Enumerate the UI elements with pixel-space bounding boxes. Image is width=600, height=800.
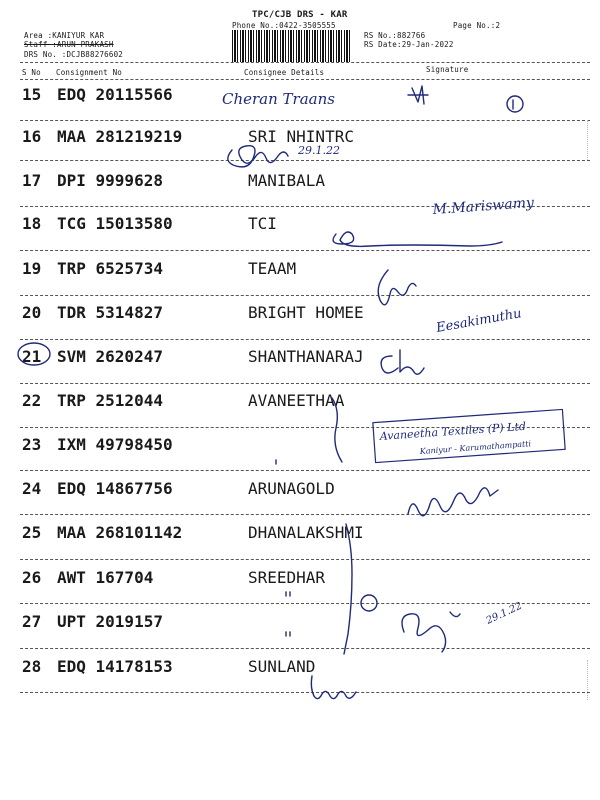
handwritten-name-20: Eesakimuthu xyxy=(435,306,523,336)
row-consignment: MAA 268101142 xyxy=(57,523,183,542)
scan-edge-mark xyxy=(587,660,598,700)
staff-label: Staff :ARUN PRAKASH xyxy=(24,40,114,49)
rs-number: RS No.:882766 xyxy=(364,31,426,40)
ditto-mark-26 xyxy=(286,592,290,596)
row-consignee: SREEDHAR xyxy=(248,568,326,587)
row-consignee: DHANALAKSHMI xyxy=(248,523,364,542)
stamp-text-address: Kaniyur - Karumathampatti xyxy=(419,439,532,456)
rs-date: RS Date:29-Jan-2022 xyxy=(364,40,454,49)
col-signature: Signature xyxy=(426,65,469,74)
row-consignment: IXM 49798450 xyxy=(57,435,173,454)
page-number: Page No.:2 xyxy=(453,21,501,30)
row-sno: 17 xyxy=(22,171,42,190)
bracket-mark-22 xyxy=(332,398,342,462)
row-consignee: SUNLAND xyxy=(248,657,316,676)
row-consignee: TEAAM xyxy=(248,259,297,278)
row-sno: 18 xyxy=(22,214,42,233)
signature-scribble-16 xyxy=(228,146,288,167)
circle-mark-21 xyxy=(18,343,50,365)
area-label: Area :KANIYUR KAR xyxy=(24,31,105,40)
col-sno: S No xyxy=(22,68,41,77)
phone-number: Phone No.:0422-3505555 xyxy=(232,21,336,30)
handwritten-date-26: 29.1.22 xyxy=(484,600,524,627)
col-consignee: Consignee Details xyxy=(244,68,325,77)
row-sno: 19 xyxy=(22,259,42,278)
row-consignment: EDQ 14178153 xyxy=(57,657,173,676)
col-consignment: Consignment No xyxy=(56,68,123,77)
row-consignee: SRI NHINTRC xyxy=(248,127,354,146)
row-sno: 26 xyxy=(22,568,42,587)
row-consignment: TRP 6525734 xyxy=(57,259,163,278)
row-consignment: SVM 2620247 xyxy=(57,347,163,366)
row-consignee: SHANTHANARAJ xyxy=(248,347,364,366)
signature-scribble-24 xyxy=(408,488,498,516)
row-consignment: TRP 2512044 xyxy=(57,391,163,410)
row-consignment: EDQ 20115566 xyxy=(57,85,173,104)
row-sno: 23 xyxy=(22,435,42,454)
signature-scribble-27 xyxy=(402,612,460,652)
row-consignment: EDQ 14867756 xyxy=(57,479,173,498)
row-sno: 25 xyxy=(22,523,42,542)
row-consignee: AVANEETHAA xyxy=(248,391,345,410)
row-sno: 16 xyxy=(22,127,42,146)
signature-scribble-18 xyxy=(333,232,502,246)
row-consignment: TDR 5314827 xyxy=(57,303,163,322)
row-sno: 21 xyxy=(22,347,42,366)
signature-scribble-15 xyxy=(408,86,428,104)
circle-mark-26 xyxy=(361,595,377,611)
handwritten-name-15: Cheran Traans xyxy=(222,90,335,108)
drs-number: DRS No. :DCJB88276602 xyxy=(24,50,124,59)
row-consignment: MAA 281219219 xyxy=(57,127,183,146)
row-sno: 22 xyxy=(22,391,42,410)
row-sno: 20 xyxy=(22,303,42,322)
row-sno: 27 xyxy=(22,612,42,631)
handwritten-date-16: 29.1.22 xyxy=(298,144,340,157)
signature-scribble-19 xyxy=(378,270,416,305)
ditto-mark-27 xyxy=(286,632,290,636)
row-consignment: AWT 167704 xyxy=(57,568,154,587)
handwritten-name-17: M.Mariswamy xyxy=(432,194,535,218)
scan-edge-mark xyxy=(587,120,598,160)
stamp-text-company: Avaneetha Textiles (P) Ltd xyxy=(379,419,527,443)
sheet-title: TPC/CJB DRS - KAR xyxy=(252,10,348,20)
row-sno: 15 xyxy=(22,85,42,104)
bracket-mark-25 xyxy=(344,524,352,654)
signature-scribble-28 xyxy=(311,676,356,699)
row-consignee: ARUNAGOLD xyxy=(248,479,335,498)
signature-scribble-21 xyxy=(381,350,424,374)
row-sno: 24 xyxy=(22,479,42,498)
row-sno: 28 xyxy=(22,657,42,676)
circle-mark-15 xyxy=(507,96,523,112)
row-consignee: BRIGHT HOMEE xyxy=(248,303,364,322)
row-consignment: DPI 9999628 xyxy=(57,171,163,190)
row-consignee: TCI xyxy=(248,214,277,233)
row-consignee: MANIBALA xyxy=(248,171,326,190)
row-consignment: UPT 2019157 xyxy=(57,612,163,631)
row-consignment: TCG 15013580 xyxy=(57,214,173,233)
